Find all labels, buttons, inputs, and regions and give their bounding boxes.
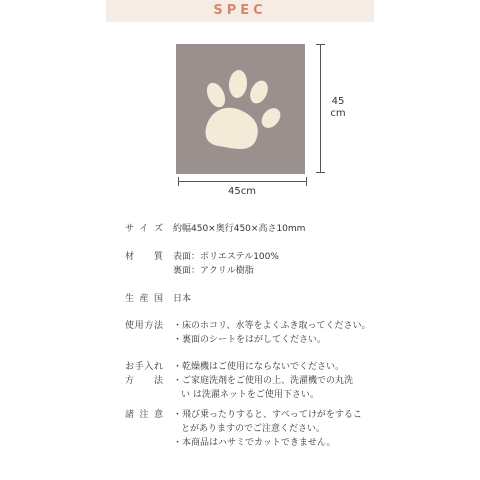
height-dimension-cap-top	[316, 44, 325, 45]
height-dimension-label	[326, 96, 350, 120]
height-dimension-line	[320, 44, 321, 172]
spec-value: ・飛び乗ったりすると、すべってけがをするこ とがありますのでご注意ください。 ・本商品はハサミでカットできません。	[173, 410, 362, 448]
spec-value: 表面：ポリエステル100% 裏面：アクリル樹脂	[173, 252, 279, 276]
spec-label: 材 質	[125, 252, 163, 262]
spec-value: ・床のホコリ、水等をよくふき取ってください。 ・裏面のシートをはがしてください。	[173, 321, 371, 345]
width-dimension-line	[178, 181, 306, 182]
spec-label: 諸注意	[125, 410, 163, 420]
paw-mat-image	[176, 44, 305, 174]
header-band	[106, 0, 374, 22]
spec-label: 使用方法	[125, 321, 163, 331]
height-value: 45	[331, 96, 345, 107]
spec-label: 生産国	[125, 294, 163, 304]
width-dimension-label: 45cm	[228, 186, 256, 197]
spec-value: ・乾燥機はご使用にならないでください。 ・ご家庭洗剤をご使用の上、洗濯機での丸洗 い は洗濯ネットをご使用下さい。	[173, 362, 354, 400]
height-dimension-cap-bottom	[316, 172, 325, 173]
width-dimension-cap-right	[306, 177, 307, 186]
section-title: SPEC	[213, 3, 267, 18]
width-dimension-cap-left	[178, 177, 179, 186]
spec-value: 日本	[173, 294, 192, 304]
height-unit: cm	[330, 108, 346, 119]
spec-value: 約幅450×奥行450×高さ10mm	[173, 224, 306, 234]
spec-label: お手入れ 方 法	[125, 362, 163, 386]
paw-print-icon	[176, 44, 305, 174]
spec-label: サイズ	[125, 224, 163, 234]
